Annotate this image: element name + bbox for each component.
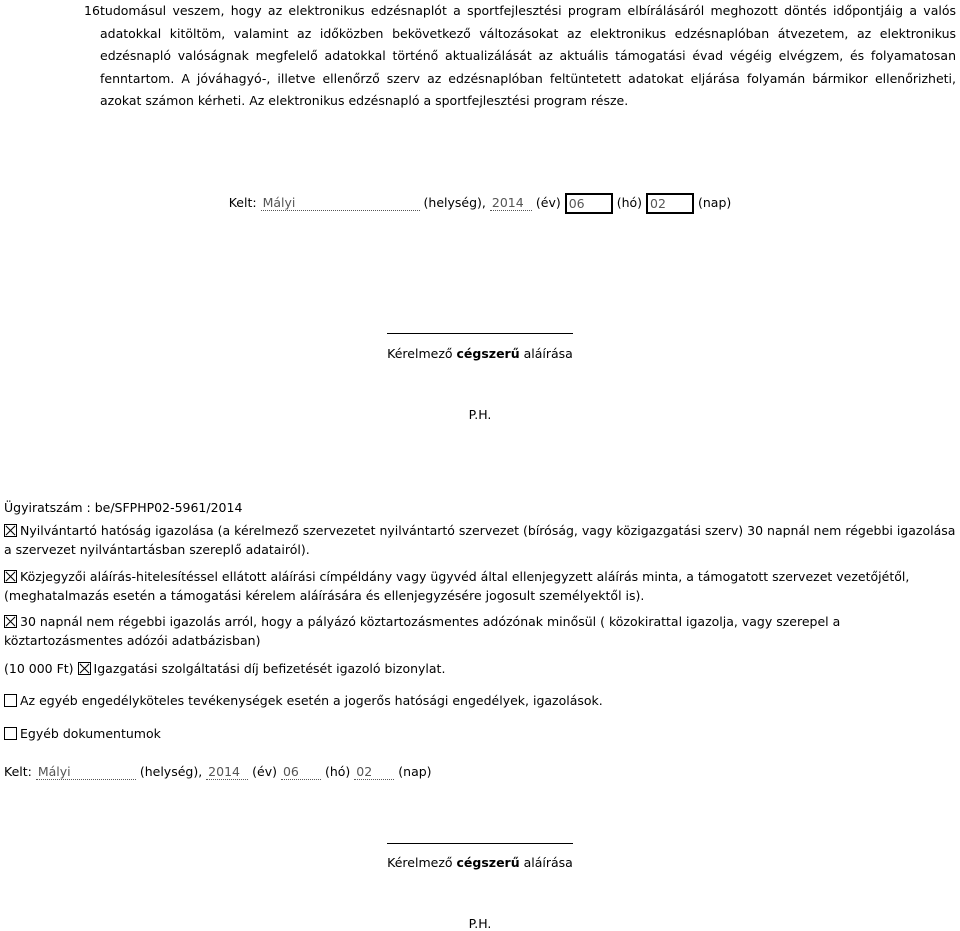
attachment-item-1: Nyilvántartó hatóság igazolása (a kérelmező szervezetet nyilvántartó szervezet (bíróság, vagy közigazgatási szerv) 30 napnál nem régebbi igazolása a szervezet nyilvántartásban szereplő adatairól). bbox=[4, 523, 956, 557]
checkbox-checked[interactable] bbox=[78, 662, 91, 675]
checkbox-unchecked[interactable] bbox=[4, 727, 17, 740]
year-field[interactable]: 2014 bbox=[206, 764, 248, 780]
place-field[interactable]: Mályi bbox=[261, 195, 420, 211]
year-suffix: (év) bbox=[252, 764, 277, 779]
attachment-item-6: Egyéb dokumentumok bbox=[4, 724, 956, 743]
day-field[interactable]: 02 bbox=[354, 764, 394, 780]
signature-line-2 bbox=[0, 832, 960, 847]
checkbox-checked[interactable] bbox=[4, 615, 17, 628]
date-line-2 bbox=[4, 764, 432, 780]
signature-caption-2: Kérelmező cégszerű aláírása bbox=[387, 855, 573, 870]
stamp-label-1: P.H. bbox=[468, 407, 492, 422]
attachment-item-5: Az egyéb engedélyköteles tevékenységek esetén a jogerős hatósági engedélyek, igazolások. bbox=[4, 691, 956, 710]
month-field[interactable]: 06 bbox=[281, 764, 321, 780]
attachment-item-2: Közjegyzői aláírás-hitelesítéssel ellátott aláírási címpéldány vagy ügyvéd által ellenjegyzett aláírás minta, a támogatott szervezet vezetőjétől, (meghatalmazás esetén a támogatási kérelem aláírására és ellenjegyzésére jogosult személyektől is). bbox=[4, 569, 910, 603]
kelt-label: Kelt: bbox=[228, 195, 257, 210]
place-suffix: (helység), bbox=[139, 764, 203, 779]
place-field[interactable]: Mályi bbox=[36, 764, 136, 780]
checkbox-checked[interactable] bbox=[4, 570, 17, 583]
day-suffix: (nap) bbox=[398, 764, 432, 779]
stamp-label-2: P.H. bbox=[468, 916, 492, 931]
day-suffix: (nap) bbox=[697, 195, 732, 210]
month-suffix: (hó) bbox=[616, 195, 643, 210]
checkbox-checked[interactable] bbox=[4, 524, 17, 537]
checkbox-unchecked[interactable] bbox=[4, 694, 17, 707]
place-suffix: (helység), bbox=[423, 195, 486, 210]
signature-line-1 bbox=[0, 322, 960, 337]
year-suffix: (év) bbox=[535, 195, 561, 210]
declaration-paragraph bbox=[84, 0, 956, 113]
signature-caption-1: Kérelmező cégszerű aláírása bbox=[387, 346, 573, 361]
attachment-item-3: 30 napnál nem régebbi igazolás arról, hogy a pályázó köztartozásmentes adózónak minősül ( közokirattal igazolja, vagy szerepel a köztartozásmentes adózói adatbázisban) bbox=[4, 614, 841, 648]
declaration-text: tudomásul veszem, hogy az elektronikus edzésnaplót a sportfejlesztési program elbírálásáról meghozott döntés időpontjáig a valós adatokkal kitöltöm, valamint az időközben bekövetkező változásokat az elektronikus edzésnaplóban átvezetem, az elektronikus edzésnapló valóságnak megfelelő adatokkal történő aktualizálását az aktuális támogatási évad végéig elvégzem, és folyamatosan fenntartom. A jóváhagyó-, illetve ellenőrző szerv az edzésnaplóban feltüntetett adatokat eljárása folyamán bármikor ellenőrizheti, azokat számon kérheti. Az elektronikus edzésnapló a sportfejlesztési program része. bbox=[100, 3, 956, 108]
attachment-item-4: (10 000 Ft) Igazgatási szolgáltatási díj befizetését igazoló bizonylat. bbox=[4, 661, 446, 676]
year-field[interactable]: 2014 bbox=[490, 195, 532, 211]
month-suffix: (hó) bbox=[324, 764, 351, 779]
day-field[interactable]: 02 bbox=[646, 193, 694, 214]
case-number: Ügyiratszám : be/SFPHP02-5961/2014 bbox=[4, 500, 243, 515]
month-field[interactable]: 06 bbox=[565, 193, 613, 214]
declaration-number: 16. bbox=[84, 3, 104, 18]
kelt-label: Kelt: bbox=[4, 764, 32, 779]
date-line-1 bbox=[0, 193, 960, 214]
